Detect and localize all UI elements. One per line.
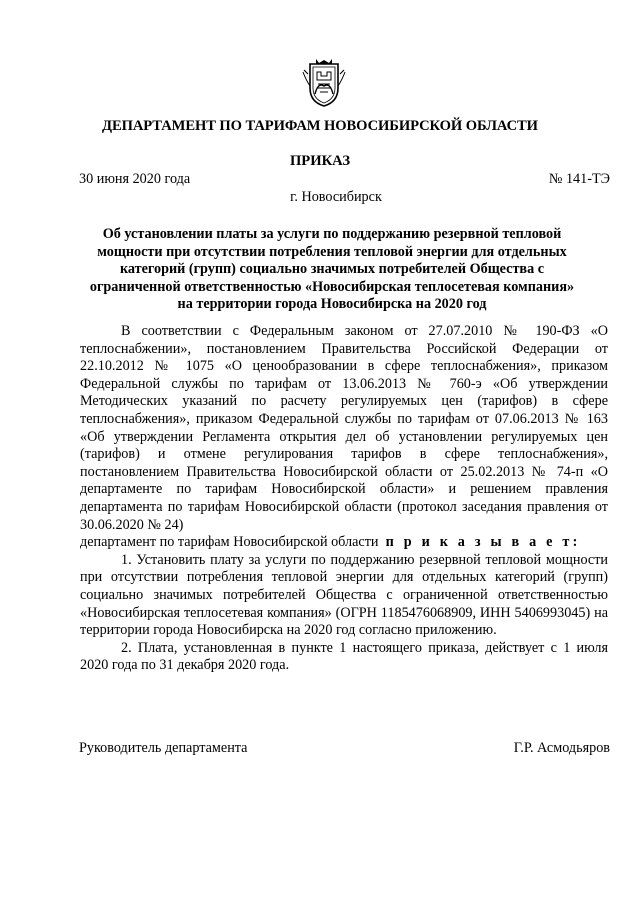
subject-line: на территории города Новосибирска на 2020 год <box>177 296 487 313</box>
document-body <box>80 323 608 675</box>
item-2-paragraph: 2. Плата, установленная в пункте 1 настоящего приказа, действует с 1 июля 2020 года по 31 декабря 2020 года. <box>80 639 608 674</box>
subject-line: Об установлении платы за услуги по поддержанию резервной тепловой <box>102 226 562 242</box>
document-city: г. Новосибирск <box>290 189 382 205</box>
document-date: 30 июня 2020 года <box>79 171 191 187</box>
subject-line: ограниченной ответственностью «Новосибирская теплосетевая компания» <box>89 278 575 295</box>
document-number: № 141-ТЭ <box>548 171 610 187</box>
signatory-position: Руководитель департамента <box>79 740 248 756</box>
decree-word: п р и к а з ы в а е т: <box>385 534 581 551</box>
preamble-paragraph: В соответствии с Федеральным законом от 27.07.2010 № 190-ФЗ «О теплоснабжении», постановлением Правительства Российской Федерации от 22.10.2012 № 1075 «О ценообразовании в сфере теплоснабжения», приказом Федеральной службы по тарифам от 13.06.2013 № 760-э «Об утверждении Методических указаний по расчету регулируемых цен (тарифов) в сфере теплоснабжения», приказом Федеральной службы по тарифам от 07.06.2013 № 163 «Об утверждении Регламента открытия дел об установлении регулируемых цен (тарифов) и отмене регулирования тарифов в сфере теплоснабжения», постановлением Правительства Новосибирской области от 25.02.2013 № 74-п «О департаменте по тарифам Новосибирской области» и решением правления департамента по тарифам Новосибирской области (протокол заседания правления от 30.06.2020 № 24) <box>80 323 608 533</box>
document-type: ПРИКАЗ <box>289 153 351 169</box>
item-1-paragraph: 1. Установить плату за услуги по поддержанию резервной тепловой мощности при отсутствии потребления тепловой энергии для отдельных категорий (групп) социально значимых потребителей Общества с ограниченной ответственностью «Новосибирская теплосетевая компания» (ОГРН 1185476068909, ИНН 5406993045) на территории города Новосибирска на 2020 год согласно приложению. <box>80 551 608 639</box>
decree-paragraph <box>80 534 608 552</box>
decree-intro: департамент по тарифам Новосибирской области <box>80 534 379 551</box>
signatory-name: Г.Р. Асмодьяров <box>513 740 610 756</box>
document-subject <box>82 226 582 314</box>
department-title: ДЕПАРТАМЕНТ ПО ТАРИФАМ НОВОСИБИРСКОЙ ОБЛАСТИ <box>102 118 538 134</box>
subject-line: мощности при отсутствии потребления тепловой энергии для отдельных <box>97 243 567 260</box>
coat-of-arms-icon <box>302 58 346 108</box>
subject-line: категорий (групп) социально значимых потребителей Общества с <box>119 261 545 278</box>
